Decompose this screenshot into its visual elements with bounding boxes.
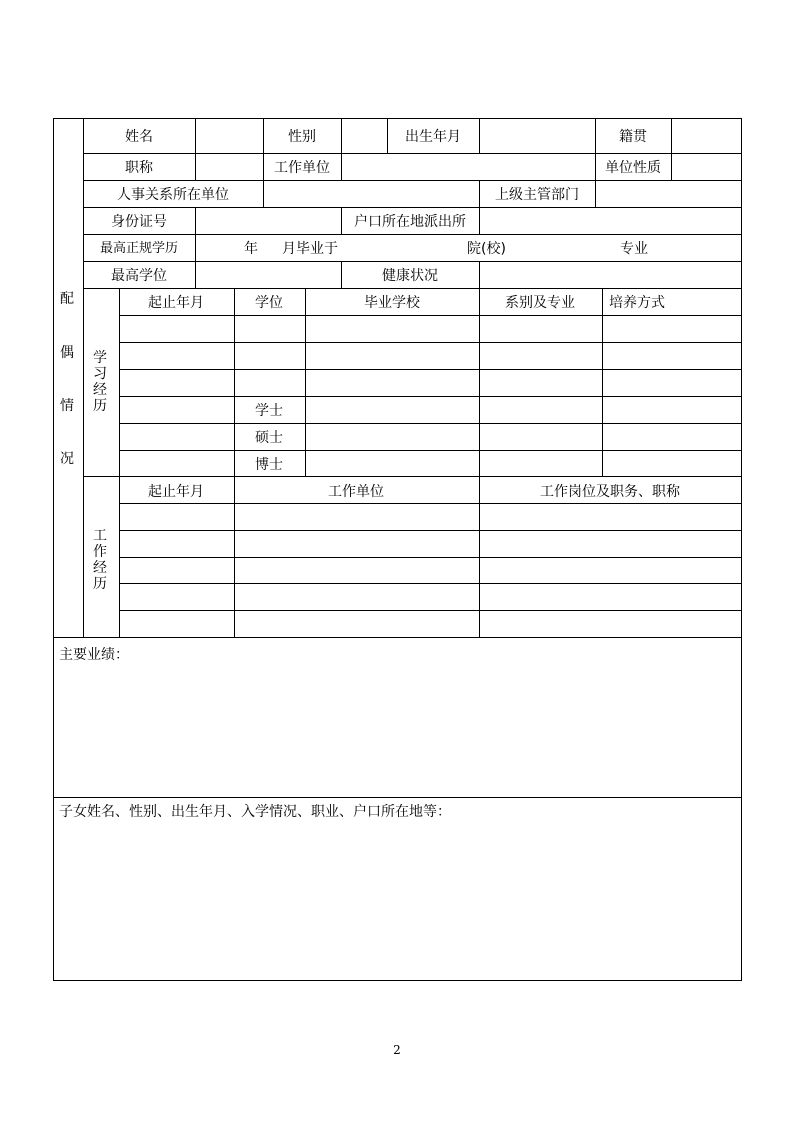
birth-date-label: 出生年月 <box>405 129 461 145</box>
cell-divider <box>263 118 264 180</box>
row-divider <box>83 180 742 181</box>
health-status-label: 健康状况 <box>382 268 438 284</box>
study-label-char: 经 <box>93 382 107 398</box>
degree-bachelor: 学士 <box>255 403 283 419</box>
study-row-divider <box>119 315 742 316</box>
study-header-period: 起止年月 <box>148 295 204 311</box>
work-unit-label: 工作单位 <box>274 160 330 176</box>
work-label-char: 历 <box>93 576 107 592</box>
cell-divider <box>263 180 264 207</box>
study-row-divider <box>119 423 742 424</box>
highest-education-label: 最高正规学历 <box>99 241 179 256</box>
work-header-position: 工作岗位及职务、职称 <box>540 484 680 500</box>
study-col-divider <box>305 288 306 476</box>
study-row-divider <box>119 396 742 397</box>
cell-divider <box>479 118 480 153</box>
spouse-info-form <box>53 118 742 981</box>
table-border-left <box>53 118 54 981</box>
work-row-divider <box>119 583 742 584</box>
major-text: 专业 <box>620 241 648 257</box>
children-top-divider <box>53 797 742 798</box>
study-work-divider <box>83 476 742 477</box>
achievements-top-divider <box>53 637 742 638</box>
work-row-divider <box>119 530 742 531</box>
native-place-label: 籍贯 <box>619 129 647 145</box>
cell-divider <box>195 118 196 180</box>
work-label-char: 工 <box>93 528 107 544</box>
study-col-divider <box>479 288 480 476</box>
name-label: 姓名 <box>125 129 153 145</box>
study-header-major: 系别及专业 <box>505 295 575 311</box>
row-divider <box>83 261 742 262</box>
section-title-char: 偶 <box>60 345 74 361</box>
study-row-divider <box>119 342 742 343</box>
study-header-school: 毕业学校 <box>364 295 420 311</box>
children-info-label: 子女姓名、性别、出生年月、入学情况、职业、户口所在地等： <box>59 804 451 820</box>
page-number: 2 <box>393 1043 401 1057</box>
cell-divider <box>479 180 480 207</box>
study-header-degree: 学位 <box>255 295 283 311</box>
cell-divider <box>479 261 480 288</box>
study-col-divider <box>234 288 235 476</box>
cell-divider <box>341 118 342 153</box>
personnel-unit-label: 人事关系所在单位 <box>117 187 229 203</box>
section-label-divider <box>83 118 84 637</box>
table-border-top <box>53 118 742 119</box>
professional-title-label: 职称 <box>125 160 153 176</box>
row-divider <box>83 234 742 235</box>
work-row-divider <box>119 503 742 504</box>
cell-divider <box>195 261 196 288</box>
study-header-training-mode: 培养方式 <box>609 295 665 311</box>
study-row-divider <box>119 450 742 451</box>
police-station-label: 户口所在地派出所 <box>354 214 466 230</box>
work-col-divider <box>479 476 480 637</box>
row-divider <box>83 207 742 208</box>
study-label-char: 学 <box>93 350 107 366</box>
id-number-label: 身份证号 <box>111 214 167 230</box>
achievements-label: 主要业绩： <box>59 647 129 663</box>
cell-divider <box>195 234 196 261</box>
degree-master: 硕士 <box>255 430 283 446</box>
study-label-char: 习 <box>93 366 107 382</box>
cell-divider <box>595 180 596 207</box>
study-label-char: 历 <box>93 398 107 414</box>
work-col-divider <box>234 476 235 637</box>
gender-label: 性别 <box>288 129 316 145</box>
cell-divider <box>595 118 596 180</box>
section-title-char: 情 <box>60 398 74 414</box>
study-col-divider <box>602 288 603 476</box>
work-label-char: 经 <box>93 560 107 576</box>
graduation-year-text: 年 <box>244 241 258 257</box>
cell-divider <box>341 261 342 288</box>
highest-degree-label: 最高学位 <box>111 268 167 284</box>
row-divider <box>83 288 742 289</box>
row-divider <box>83 153 742 154</box>
cell-divider <box>671 118 672 180</box>
college-text: 院(校) <box>467 241 506 257</box>
unit-nature-label: 单位性质 <box>605 160 661 176</box>
work-label-char: 作 <box>93 544 107 560</box>
study-row-divider <box>119 369 742 370</box>
graduation-month-text: 月毕业于 <box>282 241 338 257</box>
cell-divider <box>387 118 388 153</box>
table-border-bottom <box>53 980 742 981</box>
cell-divider <box>195 207 196 234</box>
degree-doctor: 博士 <box>255 457 283 473</box>
work-header-unit: 工作单位 <box>328 484 384 500</box>
section-title-char: 配 <box>60 291 74 307</box>
cell-divider <box>479 207 480 234</box>
work-row-divider <box>119 557 742 558</box>
work-header-period: 起止年月 <box>148 484 204 500</box>
cell-divider <box>341 207 342 234</box>
section-title-char: 况 <box>60 451 74 467</box>
table-border-right <box>741 118 742 981</box>
superior-dept-label: 上级主管部门 <box>495 187 579 203</box>
cell-divider <box>341 153 342 180</box>
work-row-divider <box>119 610 742 611</box>
subsection-label-divider <box>119 288 120 637</box>
